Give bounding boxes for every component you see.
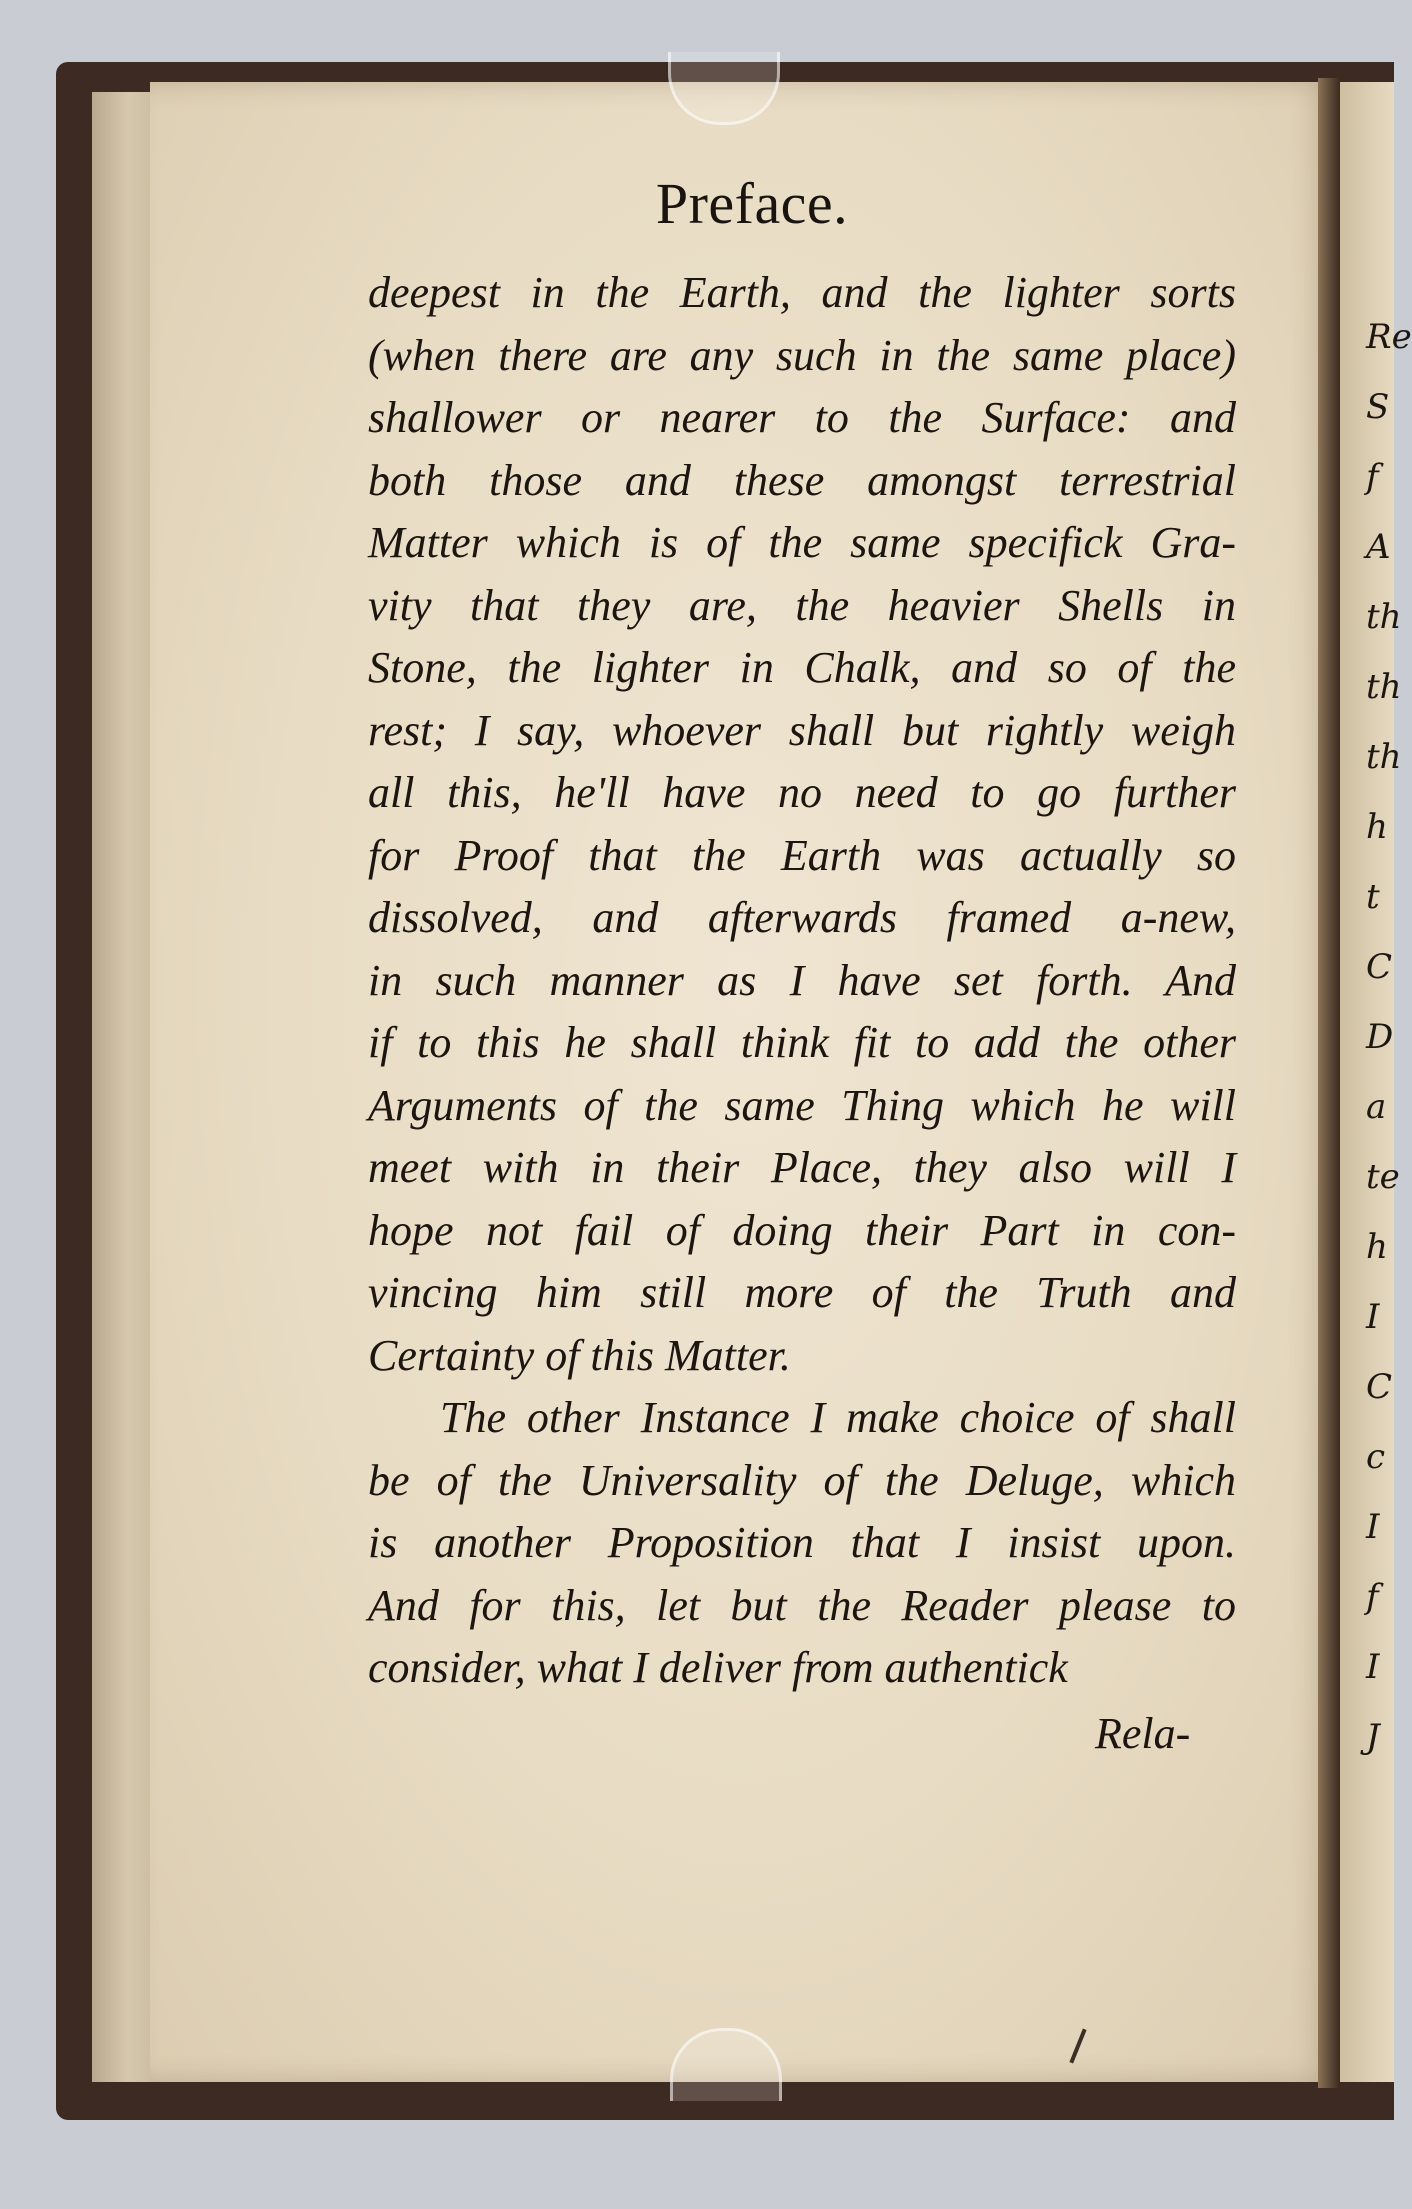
facing-line-fragment: te [1366, 1157, 1400, 1197]
text-line: The other Instance I make choice of shall [440, 1393, 1236, 1442]
text-line: all this, he'll have no need to go further [368, 768, 1236, 817]
facing-line-fragment: A [1366, 527, 1391, 567]
text-line: rest; I say, whoever shall but rightly weigh [368, 705, 1236, 755]
text-line: meet with in their Place, they also will I [368, 1143, 1236, 1192]
text-line: consider, what I deliver from authentick [368, 1643, 1068, 1692]
text-line: And for this, let but the Reader please to [368, 1580, 1236, 1630]
text-line: shallower or nearer to the Surface: and [368, 393, 1236, 442]
facing-line-fragment: f [1366, 1577, 1379, 1617]
facing-line-fragment: f [1366, 457, 1379, 497]
page-body-text [368, 262, 1236, 1700]
text-line: vity that they are, the heavier Shells in [368, 580, 1236, 630]
text-line: for Proof that the Earth was actually so [368, 830, 1236, 880]
text-line: (when there are any such in the same place) [368, 330, 1236, 380]
text-line: in such manner as I have set forth. And [368, 955, 1236, 1005]
facing-line-fragment: J [1366, 1717, 1380, 1757]
text-line: Certainty of this Matter. [368, 1330, 791, 1380]
text-line: be of the Universality of the Deluge, which [368, 1455, 1236, 1505]
facing-line-fragment: I [1366, 1297, 1380, 1337]
facing-line-fragment: t [1366, 877, 1380, 917]
text-line: dissolved, and afterwards framed a-new, [368, 893, 1236, 942]
text-line: Matter which is of the same specifick Gra- [368, 518, 1236, 567]
text-line: deepest in the Earth, and the lighter sorts [368, 268, 1236, 317]
facing-line-fragment: C [1366, 1367, 1393, 1407]
text-line: hope not fail of doing their Part in con- [368, 1205, 1236, 1255]
text-line: is another Proposition that I insist upon. [368, 1518, 1236, 1567]
facing-line-fragment: Re [1366, 317, 1412, 357]
facing-page [1340, 82, 1412, 2082]
text-line: both those and these amongst terrestrial [368, 455, 1236, 505]
running-head: Preface. [655, 171, 849, 236]
facing-line-fragment: a [1366, 1087, 1387, 1127]
facing-line-fragment: th [1366, 667, 1402, 707]
facing-line-fragment: h [1366, 807, 1388, 847]
facing-line-fragment: h [1366, 1227, 1388, 1267]
facing-line-fragment: C [1366, 947, 1393, 987]
facing-line-fragment: th [1366, 597, 1402, 637]
facing-line-fragment: th [1366, 737, 1402, 777]
book-gutter [1318, 78, 1340, 2088]
facing-line-fragment: c [1366, 1437, 1386, 1477]
catchword: Rela- [1095, 1709, 1191, 1758]
facing-line-fragment: D [1366, 1017, 1394, 1057]
facing-line-fragment: S [1366, 387, 1390, 427]
text-line: Arguments of the same Thing which he will [368, 1080, 1236, 1130]
text-line: vincing him still more of the Truth and [368, 1268, 1236, 1317]
text-line: Stone, the lighter in Chalk, and so of the [368, 643, 1236, 692]
facing-line-fragment: I [1366, 1647, 1380, 1687]
text-line: if to this he shall think fit to add the other [368, 1018, 1236, 1067]
facing-page-text [1366, 302, 1412, 1772]
facing-line-fragment: I [1366, 1507, 1380, 1547]
